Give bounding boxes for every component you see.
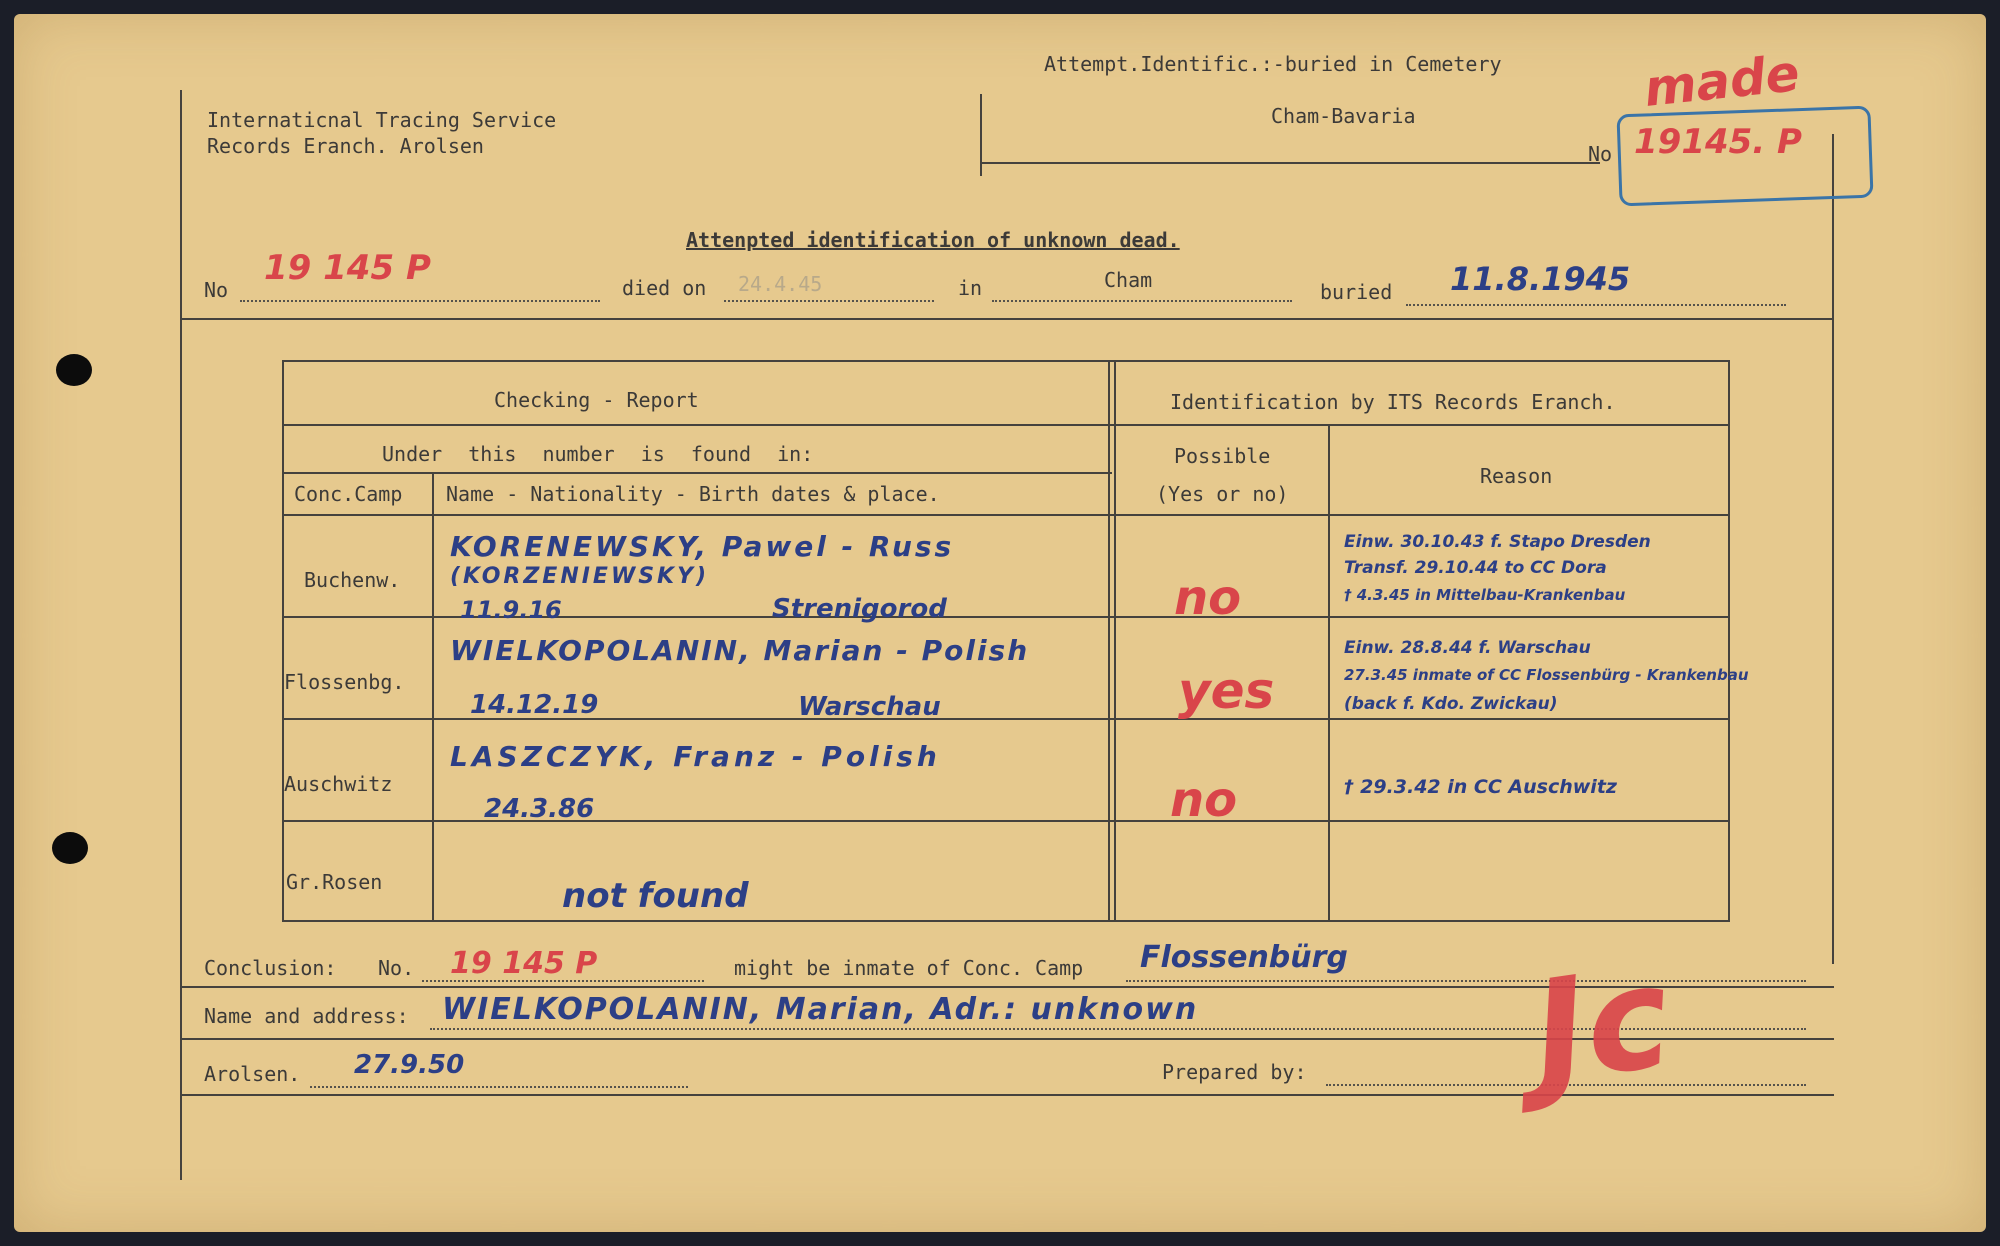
dotted-line [1126, 980, 1806, 982]
row-possible: yes [1178, 662, 1275, 720]
dotted-line [992, 300, 1292, 302]
row-name-alt: (KORZENIEWSKY) [450, 564, 710, 589]
under-number-header: Under this number is found in: [382, 442, 814, 466]
dotted-line [724, 300, 934, 302]
frame-left-line [180, 90, 182, 1180]
row-birth-date: 24.3.86 [484, 794, 595, 824]
row-reason-line: 27.3.45 inmate of CC Flossenbürg - Krankenbau [1344, 666, 1749, 684]
row-birth-date: 11.9.16 [460, 596, 562, 624]
location-text: Cham-Bavaria [1271, 104, 1416, 128]
row-reason-line: † 4.3.45 in Mittelbau-Krankenbau [1344, 586, 1626, 604]
row-camp: Buchenw. [304, 568, 401, 592]
made-stamp: made [1641, 44, 1803, 118]
row-birth-place: Warschau [798, 692, 941, 722]
table-bottom-line [282, 920, 1730, 922]
conclusion-might-text: might be inmate of Conc. Camp [734, 956, 1084, 980]
col-name-header: Name - Nationality - Birth dates & place. [446, 482, 940, 506]
table-col-line [282, 360, 284, 922]
in-label: in [958, 276, 983, 300]
row-reason-line: † 29.3.42 in CC Auschwitz [1344, 776, 1617, 798]
row-possible: no [1170, 772, 1238, 828]
conclusion-no-value: 19 145 P [450, 946, 598, 981]
row-reason-line: Transf. 29.10.44 to CC Dora [1344, 558, 1607, 578]
frame-right-line [1832, 134, 1834, 964]
row-birth-date: 14.12.19 [470, 690, 599, 720]
signature: Jc [1523, 935, 1680, 1116]
died-value: 24.4.45 [738, 272, 823, 296]
row-name: WIELKOPOLANIN, Marian - Polish [450, 634, 1030, 667]
record-card [14, 14, 1986, 1232]
row-reason-line: Einw. 28.8.44 f. Warschau [1344, 638, 1591, 658]
section-divider [180, 318, 1834, 320]
row-reason-line: Einw. 30.10.43 f. Stapo Dresden [1344, 532, 1651, 552]
in-value: Cham [1104, 268, 1153, 292]
row-name: not found [562, 876, 749, 916]
col-possible-subheader: (Yes or no) [1156, 482, 1289, 506]
identification-header: Identification by ITS Records Eranch. [1170, 390, 1616, 414]
row-camp: Auschwitz [284, 772, 393, 796]
conclusion-no-label: No. [378, 956, 415, 980]
table-header-line [282, 424, 1730, 426]
attempt-line: Attempt.Identific.:-buried in Cemetery [1044, 52, 1502, 76]
dotted-line [310, 1086, 688, 1088]
punch-hole [52, 832, 88, 864]
number-box-highlight [1616, 106, 1873, 207]
number-label: No [1588, 142, 1613, 166]
no-value: 19 145 P [264, 248, 431, 288]
row-possible: no [1174, 570, 1242, 626]
dotted-line [1406, 304, 1786, 306]
checking-report-header: Checking - Report [494, 388, 699, 412]
place-label: Arolsen. [204, 1062, 301, 1086]
number-value: 19145. P [1634, 122, 1802, 162]
name-address-label: Name and address: [204, 1004, 409, 1028]
row-name: KORENEWSKY, Pawel - Russ [450, 530, 955, 563]
no-label: No [204, 278, 229, 302]
buried-label: buried [1320, 280, 1393, 304]
org-line-1: Internaticnal Tracing Service [207, 108, 557, 132]
dotted-line [240, 300, 600, 302]
row-camp: Flossenbg. [284, 670, 405, 694]
prepared-by-label: Prepared by: [1162, 1060, 1307, 1084]
punch-hole [56, 354, 92, 386]
table-col-line [432, 472, 434, 922]
table-col-line [1114, 360, 1116, 922]
buried-value: 11.8.1945 [1450, 260, 1631, 298]
row-name: LASZCZYK, Franz - Polish [450, 740, 941, 773]
date-value: 27.9.50 [354, 1050, 465, 1080]
table-top-line [282, 360, 1730, 362]
org-line-2: Records Eranch. Arolsen [207, 134, 484, 158]
col-reason-header: Reason [1480, 464, 1553, 488]
table-subheader-line [282, 472, 1112, 474]
row-reason-line: (back f. Kdo. Zwickau) [1344, 694, 1558, 714]
row-birth-place: Strenigorod [772, 594, 947, 624]
conclusion-label: Conclusion: [204, 956, 337, 980]
col-camp-header: Conc.Camp [294, 482, 403, 506]
row-camp: Gr.Rosen [286, 870, 383, 894]
conclusion-camp-value: Flossenbürg [1140, 940, 1348, 975]
table-col-line [1728, 360, 1730, 922]
name-address-value: WIELKOPOLANIN, Marian, Adr.: unknown [442, 992, 1199, 1027]
table-col-line [1328, 424, 1330, 922]
table-col-line [1108, 360, 1110, 922]
died-label: died on [622, 276, 707, 300]
table-colheader-line [282, 514, 1730, 516]
header-box-bottom [980, 162, 1600, 164]
col-possible-header: Possible [1174, 444, 1271, 468]
form-title: Attenpted identification of unknown dead. [686, 228, 1180, 252]
